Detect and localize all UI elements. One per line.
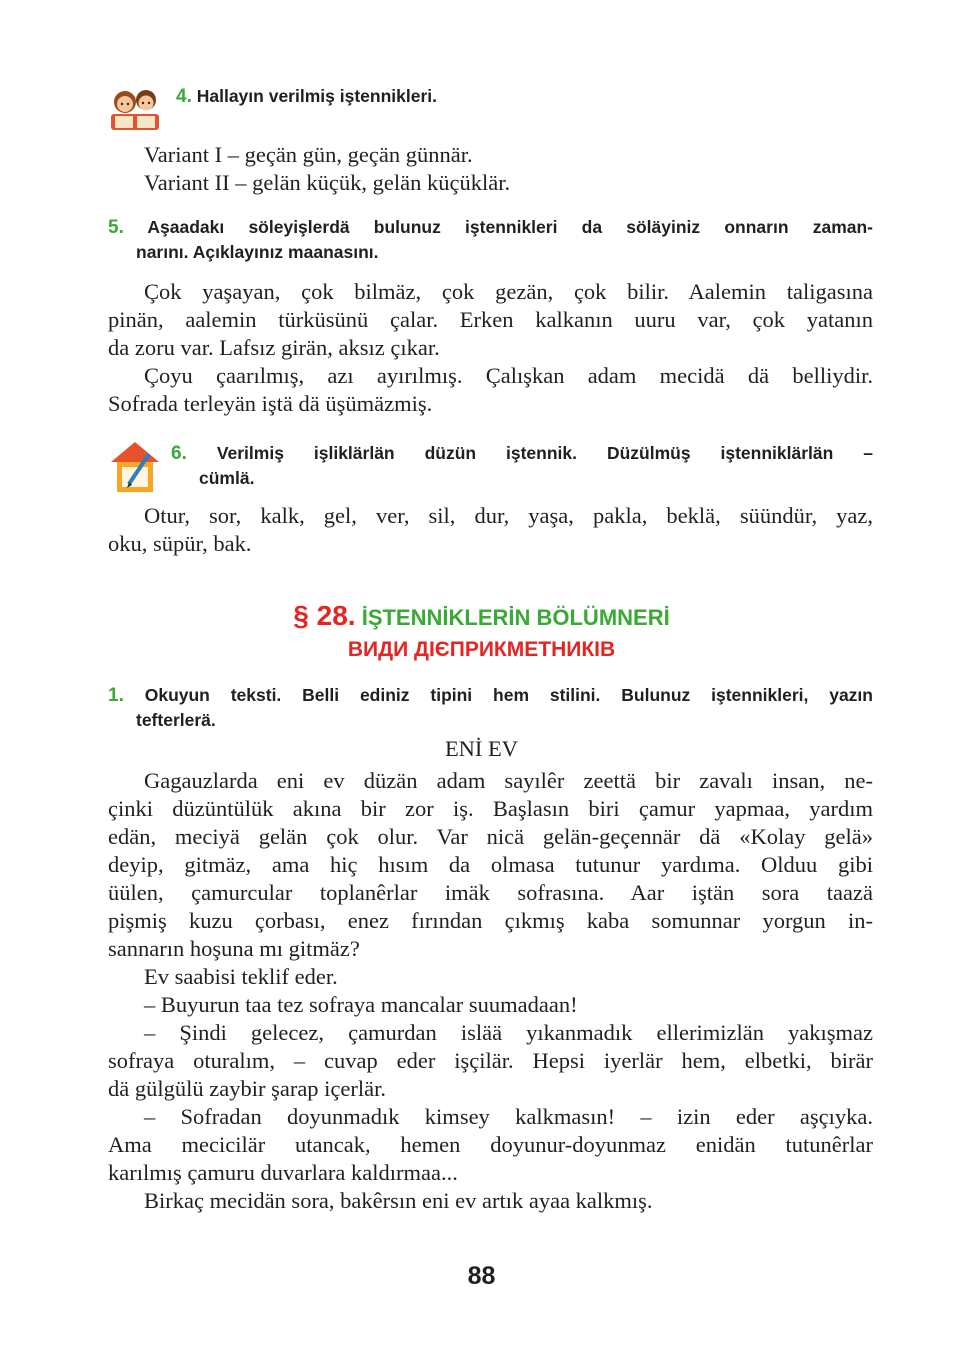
text-line: edän, meciyä gelän çok olur. Var nicä gelän-geçennär dä «Kolay gelä» bbox=[108, 824, 873, 849]
task-number: 6. bbox=[171, 443, 187, 464]
task-instruction: Okuyun teksti. Belli ediniz tipini hem stilini. Bulunuz iştennikleri, yazın bbox=[144, 685, 873, 705]
task-5-heading bbox=[108, 215, 873, 264]
text-line: – Şindi gelecez, çamurdan islää yıkanmadık ellerimizlän yakışmaz bbox=[144, 1020, 873, 1045]
task-instruction: Verilmiş işliklärlän düzün iştennik. Düzülmüş iştenniklärlän – bbox=[216, 443, 873, 463]
house-pencil-icon bbox=[109, 440, 161, 496]
section-number: § 28. bbox=[293, 600, 356, 631]
variant-line: Variant II – gelän küçük, gelän küçüklär. bbox=[144, 170, 511, 195]
text-line: Birkaç mecidän sora, bakêrsın eni ev artık ayaa kalkmış. bbox=[144, 1188, 653, 1213]
text-line: Otur, sor, kalk, gel, ver, sil, dur, yaşa, pakla, beklä, süündür, yaz, bbox=[144, 503, 873, 528]
task-instruction: narını. Açıklayınız maanasını. bbox=[136, 242, 379, 262]
text-line: üülen, çamurcular toplanêrlar imäk sofrasına. Aar iştän sora taazä bbox=[108, 880, 873, 905]
task-number: 4. bbox=[176, 86, 192, 107]
task-4-heading bbox=[176, 84, 437, 109]
text-line: Sofrada terleyän iştä dä üşümäzmiş. bbox=[108, 391, 433, 416]
task-4-variants bbox=[144, 141, 510, 197]
task-5-text bbox=[108, 278, 873, 418]
task-instruction: Hallayın verilmiş iştennikleri. bbox=[196, 86, 437, 106]
text-line: sofraya oturalım, – cuvap eder işçilär. Hepsi iyerlär hem, elbetki, birär bbox=[108, 1048, 873, 1073]
text-line: pinän, aalemin türküsünü çalar. Erken kalkanın uuru var, çok yatanın bbox=[108, 307, 873, 332]
text-line: Ev saabisi teklif eder. bbox=[144, 964, 338, 989]
section-title bbox=[0, 600, 963, 634]
text-line: Çoyu çaarılmış, azı ayırılmış. Çalışkan adam mecidä dä belliydir. bbox=[144, 363, 873, 388]
task-1-heading bbox=[108, 683, 873, 732]
page-number: 88 bbox=[467, 1262, 496, 1290]
task-6-text bbox=[108, 502, 873, 558]
text-line: dä gülgülü zaybir şarap içerlär. bbox=[108, 1076, 387, 1101]
text-line: Gagauzlarda eni ev düzän adam sayılêr zeettä bir zavalı insan, ne- bbox=[144, 768, 873, 793]
text-line: Çok yaşayan, çok bilmäz, çok gezän, çok bilir. Aalemin taligasına bbox=[144, 279, 873, 304]
task-instruction: Aşaadakı söleyişlerdä bulunuz iştennikleri da söläyiniz onnarın zaman- bbox=[147, 217, 873, 237]
section-subtitle: ВИДИ ДІЄПРИКМЕТНИКІВ bbox=[347, 638, 616, 661]
children-reading-icon bbox=[109, 84, 161, 132]
text-line: Ama mecicilär utancak, hemen doyunur-doyunmaz enidän tutunêrlar bbox=[108, 1132, 873, 1157]
text-line: – Sofradan doyunmadık kimsey kalkmasın! – izin eder aşçıyka. bbox=[144, 1104, 873, 1129]
task-instruction: cümlä. bbox=[199, 468, 255, 488]
text-line: pişmiş kuzu çorbası, enez fırından çıkmış kaba somunnar yorgun in- bbox=[108, 908, 873, 933]
text-line: da zoru var. Lafsız girän, aksız çıkar. bbox=[108, 335, 440, 360]
text-line: çinki düzüntülük akına bir zor iş. Başlasın biri çamur yapmaa, yardım bbox=[108, 796, 873, 821]
text-line: – Buyurun taa tez sofraya mancalar suumadaan! bbox=[144, 992, 578, 1017]
story-text bbox=[108, 767, 873, 1215]
text-line: sannarın hoşuna mı gitmäz? bbox=[108, 936, 360, 961]
task-instruction: tefterlerä. bbox=[136, 710, 216, 730]
variant-line: Variant I – geçän gün, geçän günnär. bbox=[144, 142, 473, 167]
story-title: ENİ EV bbox=[444, 736, 519, 761]
task-6-heading bbox=[171, 441, 873, 490]
text-line: deyip, gitmäz, ama hiç hısım da olmasa tutunur yardıma. Olduu gibi bbox=[108, 852, 873, 877]
text-line: karılmış çamuru duvarlara kaldırmaa... bbox=[108, 1160, 458, 1185]
text-line: oku, süpür, bak. bbox=[108, 531, 252, 556]
section-heading: İŞTENNİKLERİN BÖLÜMNERİ bbox=[361, 605, 670, 630]
task-number: 5. bbox=[108, 217, 124, 238]
task-number: 1. bbox=[108, 685, 124, 706]
